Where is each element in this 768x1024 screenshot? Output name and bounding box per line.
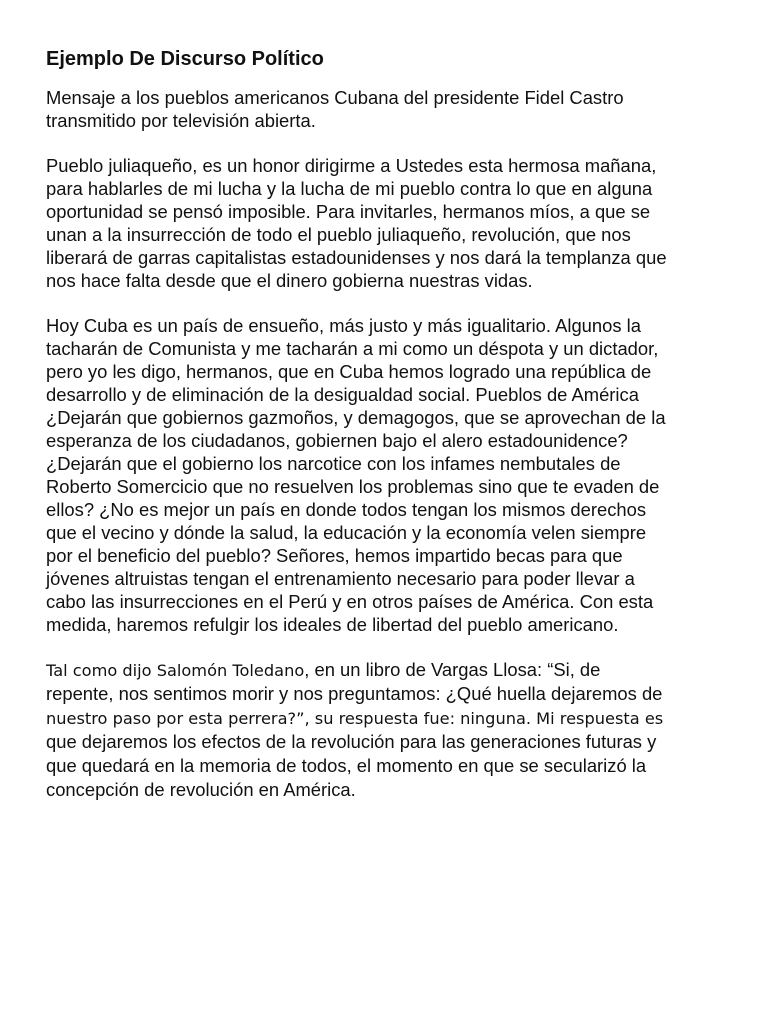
text-line: Pueblo juliaqueño, es un honor dirigirme a Ustedes esta hermosa mañana, (46, 155, 657, 176)
text-line: esperanza de los ciudadanos, gobiernen bajo el alero estadounidence? (46, 430, 628, 451)
text-line: pero yo les digo, hermanos, que en Cuba hemos logrado una república de (46, 361, 652, 382)
text-line (46, 754, 736, 778)
document-page (46, 46, 736, 824)
text-line: nos hace falta desde que el dinero gobierna nuestras vidas. (46, 270, 533, 291)
text-line: desarrollo y de eliminación de la desigualdad social. Pueblos de América (46, 384, 639, 405)
text-segment: , en un libro de Vargas Llosa: “Si, de (304, 659, 601, 680)
text-line: Hoy Cuba es un país de ensueño, más justo y más igualitario. Algunos la (46, 315, 641, 336)
text-segment: repente, nos sentimos morir y nos preguntamos: ¿Qué huella dejaremos de (46, 683, 663, 704)
paragraph-intro (46, 86, 736, 132)
text-line: liberará de garras capitalistas estadounidenses y nos dará la templanza que (46, 247, 667, 268)
text-line: ellos? ¿No es mejor un país en donde todos tengan los mismos derechos (46, 499, 647, 520)
text-segment: que dejaremos los efectos de la revolución para las generaciones futuras y (46, 731, 657, 752)
text-line: cabo las insurrecciones en el Perú y en otros países de América. Con esta (46, 591, 654, 612)
text-line: para hablarles de mi lucha y la lucha de mi pueblo contra lo que en alguna (46, 178, 653, 199)
text-line: ¿Dejarán que gobiernos gazmoños, y demagogos, que se aprovechan de la (46, 407, 666, 428)
text-line: oportunidad se pensó imposible. Para invitarles, hermanos míos, a que se (46, 201, 651, 222)
text-line (46, 778, 736, 802)
text-line: por el beneficio del pueblo? Señores, hemos impartido becas para que (46, 545, 623, 566)
text-line (46, 682, 736, 706)
text-line (46, 658, 736, 682)
text-line: ¿Dejarán que el gobierno los narcotice con los infames nembutales de (46, 453, 621, 474)
text-line: jóvenes altruistas tengan el entrenamiento necesario para poder llevar a (46, 568, 635, 589)
text-segment: que quedará en la memoria de todos, el momento en que se secularizó la (46, 755, 647, 776)
paragraph-greeting (46, 154, 736, 292)
paragraph-quote (46, 658, 736, 802)
text-line: medida, haremos refulgir los ideales de libertad del pueblo americano. (46, 614, 619, 635)
text-segment: concepción de revolución en América. (46, 779, 356, 800)
paragraph-cuba (46, 314, 736, 636)
text-line: transmitido por televisión abierta. (46, 110, 316, 131)
text-segment-alt: Tal como dijo Salomón Toledano (46, 661, 305, 680)
text-line (46, 730, 736, 754)
text-line: que el vecino y dónde la salud, la educación y la economía velen siempre (46, 522, 647, 543)
text-line (46, 706, 736, 730)
document-title: Ejemplo De Discurso Político (46, 48, 324, 70)
text-line: unan a la insurrección de todo el pueblo juliaqueño, revolución, que nos (46, 224, 631, 245)
text-line: tacharán de Comunista y me tacharán a mi como un déspota y un dictador, (46, 338, 659, 359)
text-line: Roberto Somercicio que no resuelven los problemas sino que te evaden de (46, 476, 660, 497)
text-segment-alt: nuestro paso por esta perrera?”, su respuesta fue: ninguna. Mi respuesta es (46, 709, 664, 728)
text-line: Mensaje a los pueblos americanos Cubana del presidente Fidel Castro (46, 87, 624, 108)
